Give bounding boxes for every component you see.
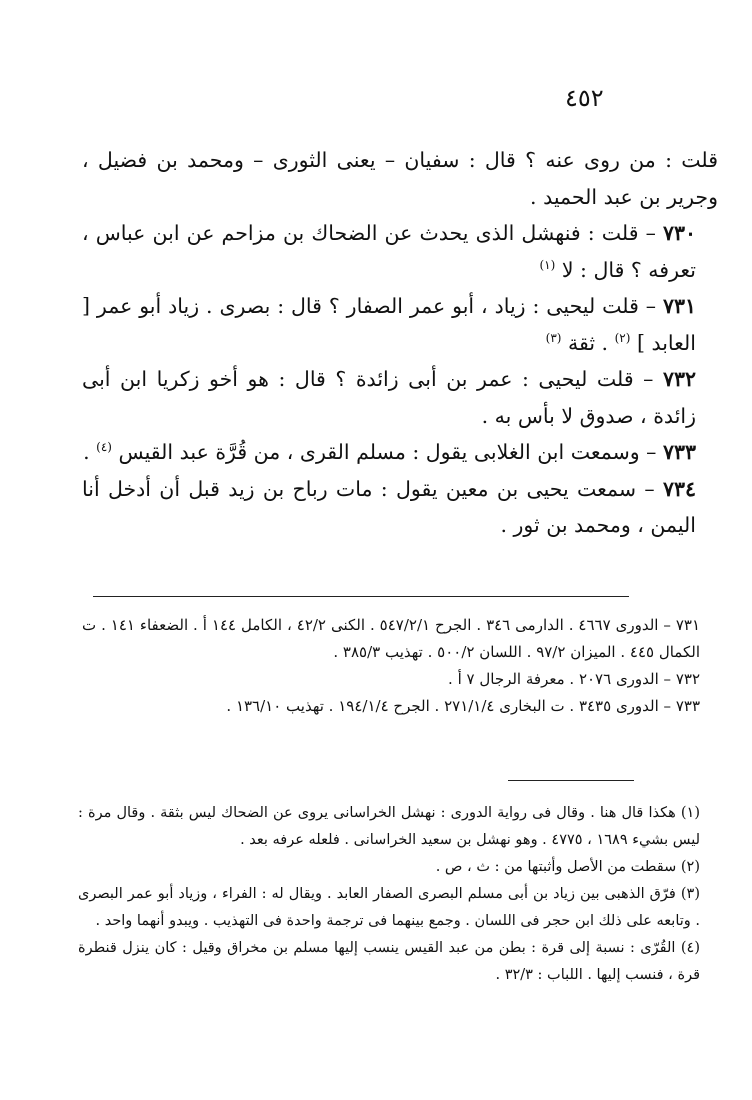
entry-text: – سمعت يحيى بن معين يقول : مات رباح بن زيد قبل أن أدخل أنا اليمن ، ومحمد بن ثور . xyxy=(82,476,696,537)
entry-730 xyxy=(82,215,718,288)
intro-paragraph: قلت : من روى عنه ؟ قال : سفيان – يعنى الثورى – ومحمد بن فضيل ، وجرير بن عبد الحميد . xyxy=(82,148,718,209)
footnote-ref[interactable]: (٢) xyxy=(614,330,631,345)
entry-number: ٧٣٤ xyxy=(662,476,696,501)
source-entry-733: ٧٣٣ – الدورى ٣٤٣٥ . ت البخارى ٢٧١/١/٤ . الجرح ١٩٤/١/٤ . تهذيب ١٣٦/١٠ . xyxy=(226,697,700,715)
footnote-ref[interactable]: (٣) xyxy=(545,330,562,345)
entry-734 xyxy=(82,471,718,544)
source-entry-732: ٧٣٢ – الدورى ٢٠٧٦ . معرفة الرجال ٧ أ . xyxy=(448,670,700,688)
footnote-ref[interactable]: (٤) xyxy=(96,440,112,455)
footnote-3: (٣) فرّق الذهبى بين زياد بن أبى مسلم البصرى الصفار العابد . ويقال له : الفراء ، وزياد أبو عمر البصرى . وتابعه على ذلك ابن حجر فى اللسان . وجمع بينهما فى ترجمة واحدة فى التهذيب . ويبدو أنهما واحد . xyxy=(78,886,700,929)
entry-text: – قلت ليحيى : عمر بن أبى زائدة ؟ قال : هو أخو زكريا ابن أبى زائدة ، صدوق لا بأس به . xyxy=(82,367,696,428)
main-text xyxy=(82,142,718,544)
sources-section xyxy=(82,612,722,720)
footnotes-section xyxy=(78,800,722,989)
entry-number: ٧٣٢ xyxy=(662,367,696,391)
entry-text: – قلت ليحيى : زياد ، أبو عمر الصفار ؟ قال : بصرى . زياد أبو عمر [ العابد ] xyxy=(82,294,696,355)
entry-731 xyxy=(82,288,718,361)
source-entry-731: ٧٣١ – الدورى ٤٦٦٧ . الدارمى ٣٤٦ . الجرح ٥٤٧/٢/١ . الكنى ٤٢/٢ ، الكامل ١٤٤ أ . الضعفاء ١٤١ . ت الكمال ٤٤٥ . الميزان ٩٧/٢ . اللسان ٥٠٠/٢ . تهذيب ٣٨٥/٣ . xyxy=(82,616,701,661)
entry-tail: . ثقة xyxy=(561,330,615,355)
footnote-ref[interactable]: (١) xyxy=(539,257,556,272)
footnotes-divider xyxy=(508,780,634,781)
entry-number: ٧٣٠ xyxy=(662,221,696,245)
sources-divider xyxy=(93,596,629,597)
entry-text: – وسمعت ابن الغلابى يقول : مسلم القرى ، من قُرَّة عبد القيس xyxy=(111,440,663,464)
footnote-4: (٤) القُرّى : نسبة إلى قرة : بطن من عبد القيس ينسب إليها مسلم بن مخراق وقيل : كان ينزل قنطرة قرة ، فنسب إليها . اللباب : ٣٢/٣ . xyxy=(78,940,700,983)
entry-732 xyxy=(82,361,718,434)
footnote-2: (٢) سقطت من الأصل وأثبتها من : ث ، ص . xyxy=(435,859,700,875)
entry-number: ٧٣١ xyxy=(662,294,696,318)
footnote-1: (١) هكذا قال هنا . وقال فى رواية الدورى : نهشل الخراسانى يروى عن الضحاك ليس بثقة . وقال مرة : ليس بشيء ١٦٨٩ ، ٤٧٧٥ . وهو نهشل بن سعيد الخراسانى . فلعله عرفه بعد . xyxy=(78,805,700,848)
page-number: ٤٥٢ xyxy=(565,84,604,112)
entry-text: – قلت : فنهشل الذى يحدث عن الضحاك بن مزاحم عن ابن عباس ، تعرفه ؟ قال : لا xyxy=(82,221,696,282)
entry-tail: . xyxy=(83,440,97,464)
entry-733 xyxy=(82,434,718,471)
entry-number: ٧٣٣ xyxy=(662,440,696,464)
